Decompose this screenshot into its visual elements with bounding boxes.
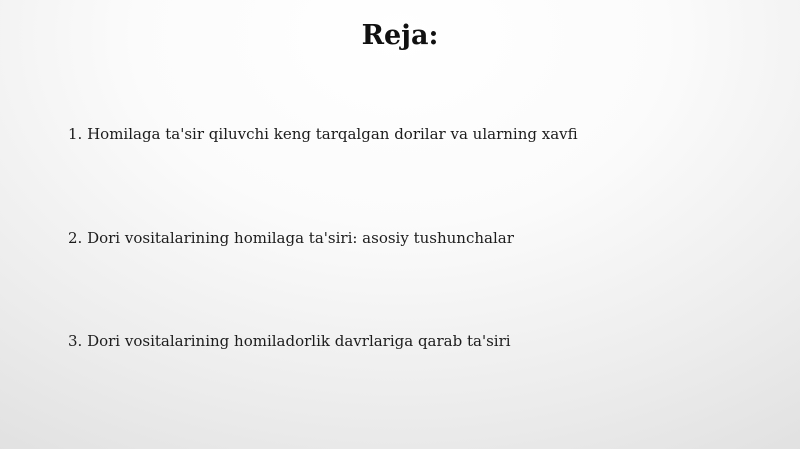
slide-title: Reja: <box>361 20 439 51</box>
list-item-3: 3. Dori vositalarining homiladorlik davrlariga qarab ta'siri <box>68 332 511 350</box>
list-item-1: 1. Homilaga ta'sir qiluvchi keng tarqalgan dorilar va ularning xavfi <box>68 125 578 143</box>
list-item-2: 2. Dori vositalarining homilaga ta'siri: asosiy tushunchalar <box>68 229 514 247</box>
